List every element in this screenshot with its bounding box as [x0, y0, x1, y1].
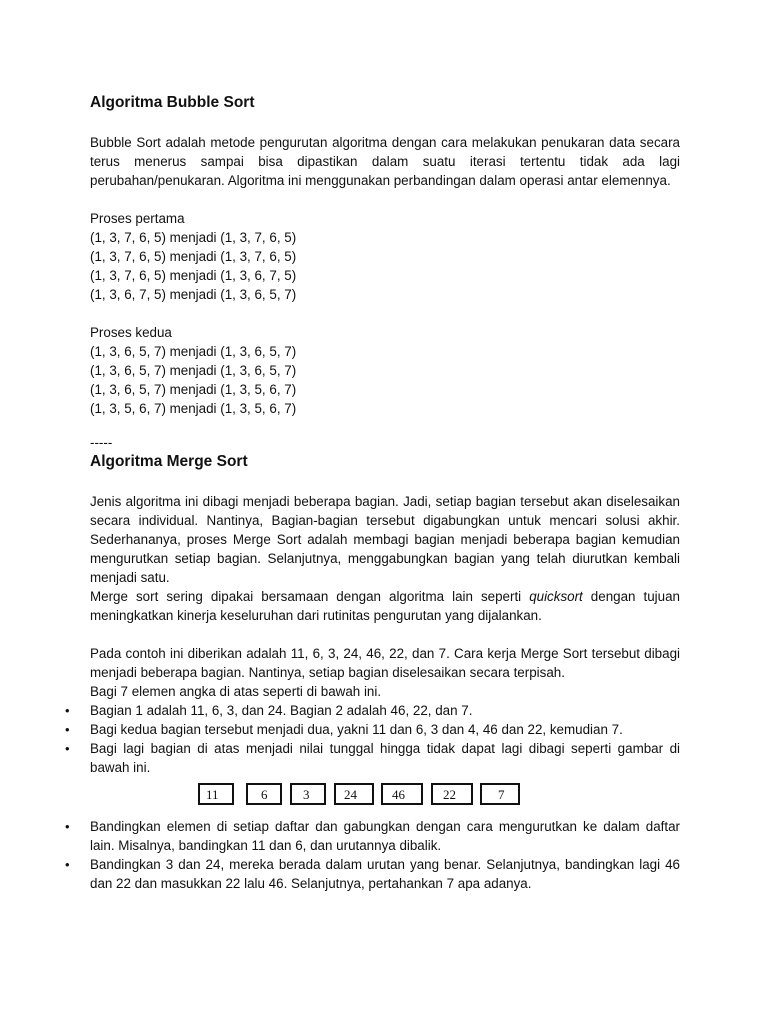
merge-para-1: Jenis algoritma ini dibagi menjadi beberapa bagian. Jadi, setiap bagian tersebut akan diselesaikan secara individual. Nantinya, Bagian-bagian tersebut digabungkan untuk mencari solusi akhir. Sederhananya, proses Merge Sort adalah membagi bagian menjadi beberapa bagian kemudian mengurutkan setiap bagian. Selanjutnya, menggabungkan bagian yang telah diurutkan kembali menjadi satu. — [90, 494, 680, 585]
pass2-step: (1, 3, 6, 5, 7) menjadi (1, 3, 5, 6, 7) — [90, 382, 297, 397]
list-item: • Bandingkan 3 dan 24, mereka berada dalam urutan yang benar. Selanjutnya, bandingkan lagi 46 dan 22 dan masukkan 22 lalu 46. Selanjutnya, pertahankan 7 apa adanya. — [90, 855, 680, 893]
merge-para-3: Pada contoh ini diberikan adalah 11, 6, 3, 24, 46, 22, dan 7. Cara kerja Merge Sort tersebut dibagi menjadi beberapa bagian. Nantinya, setiap bagian diselesaikan secara terpisah. — [90, 646, 680, 680]
pass1-label: Proses pertama — [90, 211, 185, 226]
list-item: • Bagi kedua bagian tersebut menjadi dua, yakni 11 dan 6, 3 dan 4, 46 dan 22, kemudian 7. — [90, 720, 680, 739]
split-elements-figure — [90, 783, 680, 813]
pass2-step: (1, 3, 5, 6, 7) menjadi (1, 3, 5, 6, 7) — [90, 401, 297, 416]
pass1-step: (1, 3, 7, 6, 5) menjadi (1, 3, 6, 7, 5) — [90, 268, 297, 283]
element-box: 24 — [334, 783, 374, 805]
element-box: 11 — [198, 783, 234, 805]
bubble-pass2 — [90, 323, 680, 418]
list-item: • Bandingkan elemen di setiap daftar dan gabungkan dengan cara mengurutkan ke dalam daftar lain. Misalnya, bandingkan 11 dan 6, dan urutannya dibalik. — [90, 817, 680, 855]
merge-steps-list-1 — [90, 701, 680, 777]
pass2-step: (1, 3, 6, 5, 7) menjadi (1, 3, 6, 5, 7) — [90, 344, 297, 359]
bubble-sort-intro: Bubble Sort adalah metode pengurutan algoritma dengan cara melakukan penukaran data secara terus menerus sampai bisa dipastikan dalam suatu iterasi tertentu tidak ada lagi perubahan/penukaran. Algoritma ini menggunakan perbandingan dalam operasi antar elemennya. — [90, 135, 680, 188]
pass2-label: Proses kedua — [90, 325, 172, 340]
element-box: 22 — [431, 783, 473, 805]
pass1-step: (1, 3, 6, 7, 5) menjadi (1, 3, 6, 5, 7) — [90, 287, 297, 302]
element-box: 3 — [290, 783, 326, 805]
element-box: 46 — [381, 783, 423, 805]
pass2-step: (1, 3, 6, 5, 7) menjadi (1, 3, 6, 5, 7) — [90, 363, 297, 378]
merge-para-2: Merge sort sering dipakai bersamaan dengan algoritma lain seperti quicksort dengan tujuan meningkatkan kinerja keseluruhan dari rutinitas pengurutan yang dijalankan. — [90, 589, 680, 623]
list-item: • Bagi lagi bagian di atas menjadi nilai tunggal hingga tidak dapat lagi dibagi seperti gambar di bawah ini. — [90, 739, 680, 777]
element-box: 7 — [480, 783, 520, 805]
bubble-pass1 — [90, 209, 680, 304]
merge-para-4: Bagi 7 elemen angka di atas seperti di bawah ini. — [90, 684, 382, 699]
document-page — [90, 92, 680, 893]
merge-steps-list-2 — [90, 817, 680, 893]
element-box: 6 — [246, 783, 282, 805]
pass1-step: (1, 3, 7, 6, 5) menjadi (1, 3, 7, 6, 5) — [90, 230, 297, 245]
list-item: • Bagian 1 adalah 11, 6, 3, dan 24. Bagian 2 adalah 46, 22, dan 7. — [90, 701, 680, 720]
bubble-sort-title: Algoritma Bubble Sort — [90, 94, 255, 111]
pass1-step: (1, 3, 7, 6, 5) menjadi (1, 3, 7, 6, 5) — [90, 249, 297, 264]
section-separator: ----- — [90, 435, 113, 450]
merge-sort-title: Algoritma Merge Sort — [90, 453, 248, 470]
